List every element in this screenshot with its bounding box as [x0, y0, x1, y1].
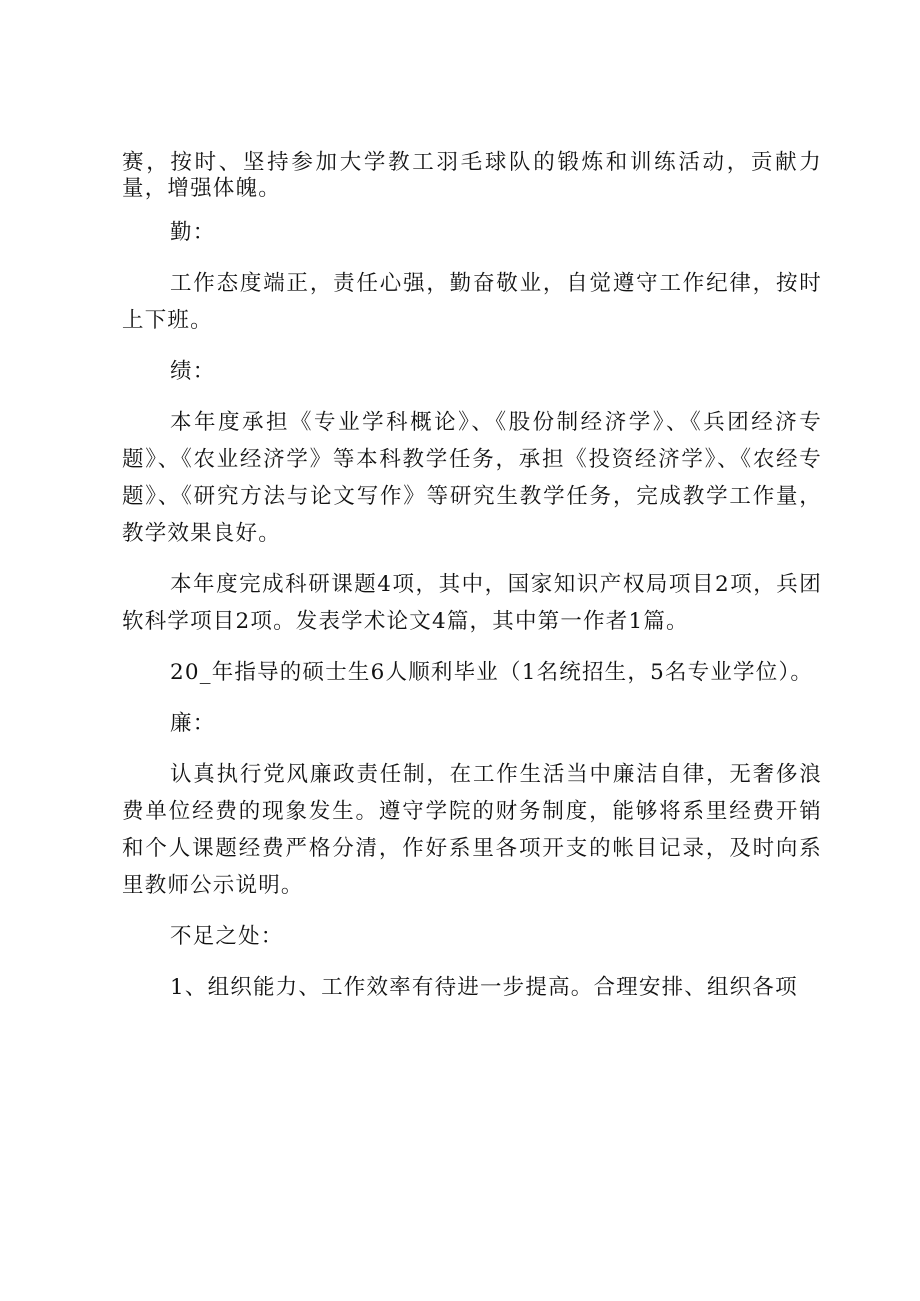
heading-shortcomings: 不足之处： [170, 924, 284, 949]
document-body [122, 150, 822, 1020]
paragraph-work-attitude: 工作态度端正，责任心强，勤奋敬业，自觉遵守工作纪律，按时上下班。 [122, 271, 822, 333]
paragraph-sports-activity: 赛，按时、坚持参加大学教工羽毛球队的锻炼和训练活动，贡献力量，增强体魄。 [122, 150, 822, 201]
paragraph-research-projects: 本年度完成科研课题4项，其中，国家知识产权局项目2项，兵团软科学项目2项。发表学术论文4篇，其中第一作者1篇。 [122, 572, 822, 634]
heading-achievements: 绩： [170, 359, 216, 384]
paragraph-teaching-tasks: 本年度承担《专业学科概论》、《股份制经济学》、《兵团经济专题》、《农业经济学》等本科教学任务，承担《投资经济学》、《农经专题》、《研究方法与论文写作》等研究生教学任务，完成教学工作量，教学效果良好。 [122, 410, 822, 546]
paragraph-graduate-supervision: 20_年指导的硕士生6人顺利毕业（1名统招生，5名专业学位）。 [170, 660, 814, 685]
heading-diligence: 勤： [170, 220, 216, 245]
paragraph-shortcoming-1: 1、组织能力、工作效率有待进一步提高。合理安排、组织各项 [170, 975, 798, 1000]
heading-integrity: 廉： [170, 711, 216, 736]
paragraph-integrity-details: 认真执行党风廉政责任制，在工作生活当中廉洁自律，无奢侈浪费单位经费的现象发生。遵守学院的财务制度，能够将系里经费开销和个人课题经费严格分清，作好系里各项开支的帐目记录，及时向系里教师公示说明。 [122, 762, 822, 898]
